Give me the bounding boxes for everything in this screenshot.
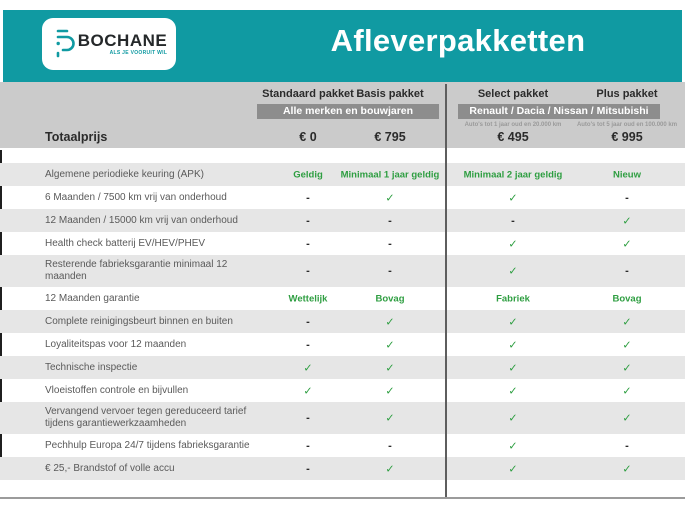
table-row [0,209,685,232]
check-icon: ✓ [508,192,518,204]
group-banner-all-brands: Alle merken en bouwjaren [257,104,439,119]
feature-value: Geldig [293,169,323,180]
check-icon: ✓ [622,385,632,397]
dash-mark: - [388,214,392,227]
table-row [0,310,685,333]
feature-label: 12 Maanden garantie [45,292,140,304]
dash-mark: - [511,214,515,227]
feature-label: 12 Maanden / 15000 km vrij van onderhoud [45,214,238,226]
total-price-label: Totaalprijs [45,130,108,144]
check-icon: ✓ [508,362,518,374]
dash-mark: - [625,191,629,204]
check-icon: ✓ [385,362,395,374]
feature-label: Algemene periodieke keuring (APK) [45,168,204,180]
table-row [0,232,685,255]
dash-mark: - [388,265,392,277]
feature-label: Loyaliteitspas voor 12 maanden [45,338,187,350]
check-icon: ✓ [385,192,395,204]
check-icon: ✓ [385,463,395,475]
table-row [0,356,685,379]
table-row [0,457,685,480]
check-icon: ✓ [622,339,632,351]
feature-label: Resterende fabrieksgarantie minimaal 12 maanden [45,259,228,282]
check-icon: ✓ [508,463,518,475]
table-row [0,287,685,310]
check-icon: ✓ [622,238,632,250]
header-band [3,10,682,82]
check-icon: ✓ [508,265,518,278]
check-icon: ✓ [385,412,395,425]
table-bottom-border [0,497,685,499]
table-row [0,402,685,434]
group-banner-renault-group: Renault / Dacia / Nissan / Mitsubishi [458,104,660,119]
brand-logo-text [78,32,167,56]
total-price-standaard: € 0 [299,130,317,144]
dash-mark: - [306,315,310,328]
column-header-plus: Plus pakket [596,88,658,100]
table-row [0,379,685,402]
feature-label: Vloeistoffen controle en bijvullen [45,384,189,396]
brand-tagline: ALS JE VOORUIT WIL [109,50,168,56]
check-icon: ✓ [622,316,632,328]
table-row [0,333,685,356]
table-row [0,434,685,457]
feature-label: € 25,- Brandstof of volle accu [45,462,175,474]
dash-mark: - [388,439,392,452]
check-icon: ✓ [385,385,395,397]
page-title: Afleverpakketten [330,23,586,58]
dash-mark: - [306,237,310,250]
feature-label: Complete reinigingsbeurt binnen en buiten [45,315,233,327]
dash-mark: - [306,412,310,424]
feature-label: 6 Maanden / 7500 km vrij van onderhoud [45,191,227,203]
table-row [0,163,685,186]
dash-mark: - [306,265,310,277]
check-icon: ✓ [622,215,632,227]
feature-value: Fabriek [496,293,530,304]
column-header-select: Select pakket [477,88,549,100]
check-icon: ✓ [508,385,518,397]
brand-name: BOCHANE [77,31,168,50]
check-icon: ✓ [508,440,518,452]
column-header-standaard: Standaard pakket [262,88,354,100]
column-header-basis: Basis pakket [356,88,424,100]
feature-value: Minimaal 2 jaar geldig [463,169,563,180]
age-km-note-plus: Auto's tot 5 jaar oud en 100.000 km [576,122,678,128]
dash-mark: - [625,439,629,452]
dash-mark: - [625,265,629,277]
check-icon: ✓ [303,362,313,374]
total-price-select: € 495 [497,130,529,144]
feature-value: Wettelijk [288,293,328,304]
check-icon: ✓ [508,339,518,351]
total-price-basis: € 795 [374,130,406,144]
feature-label: Technische inspectie [45,361,138,373]
table-row [0,255,685,287]
check-icon: ✓ [622,412,632,425]
dash-mark: - [306,214,310,227]
check-icon: ✓ [303,385,313,397]
package-group-divider [445,84,447,497]
check-icon: ✓ [508,238,518,250]
feature-value: Minimaal 1 jaar geldig [340,169,440,180]
dash-mark: - [306,338,310,351]
dash-mark: - [306,191,310,204]
feature-value: Bovag [375,293,405,304]
feature-value: Nieuw [613,169,641,180]
check-icon: ✓ [622,362,632,374]
dash-mark: - [388,237,392,250]
feature-value: Bovag [612,293,642,304]
table-row [0,186,685,209]
bochane-logo-icon [51,28,75,63]
feature-label: Health check batterij EV/HEV/PHEV [45,237,206,249]
feature-label: Pechhulp Europa 24/7 tijdens fabrieksgarantie [45,439,250,451]
feature-rows [0,163,685,480]
package-header-block [0,82,685,148]
check-icon: ✓ [622,463,632,475]
total-price-plus: € 995 [611,130,643,144]
check-icon: ✓ [385,339,395,351]
age-km-note-select: Auto's tot 1 jaar oud en 20.000 km [464,122,562,128]
check-icon: ✓ [508,316,518,328]
dash-mark: - [306,462,310,475]
brand-logo [42,18,176,70]
feature-label: Vervangend vervoer tegen gereduceerd tarief tijdens garantiewerkzaamheden [45,406,247,429]
check-icon: ✓ [508,412,518,425]
dash-mark: - [306,439,310,452]
check-icon: ✓ [385,316,395,328]
